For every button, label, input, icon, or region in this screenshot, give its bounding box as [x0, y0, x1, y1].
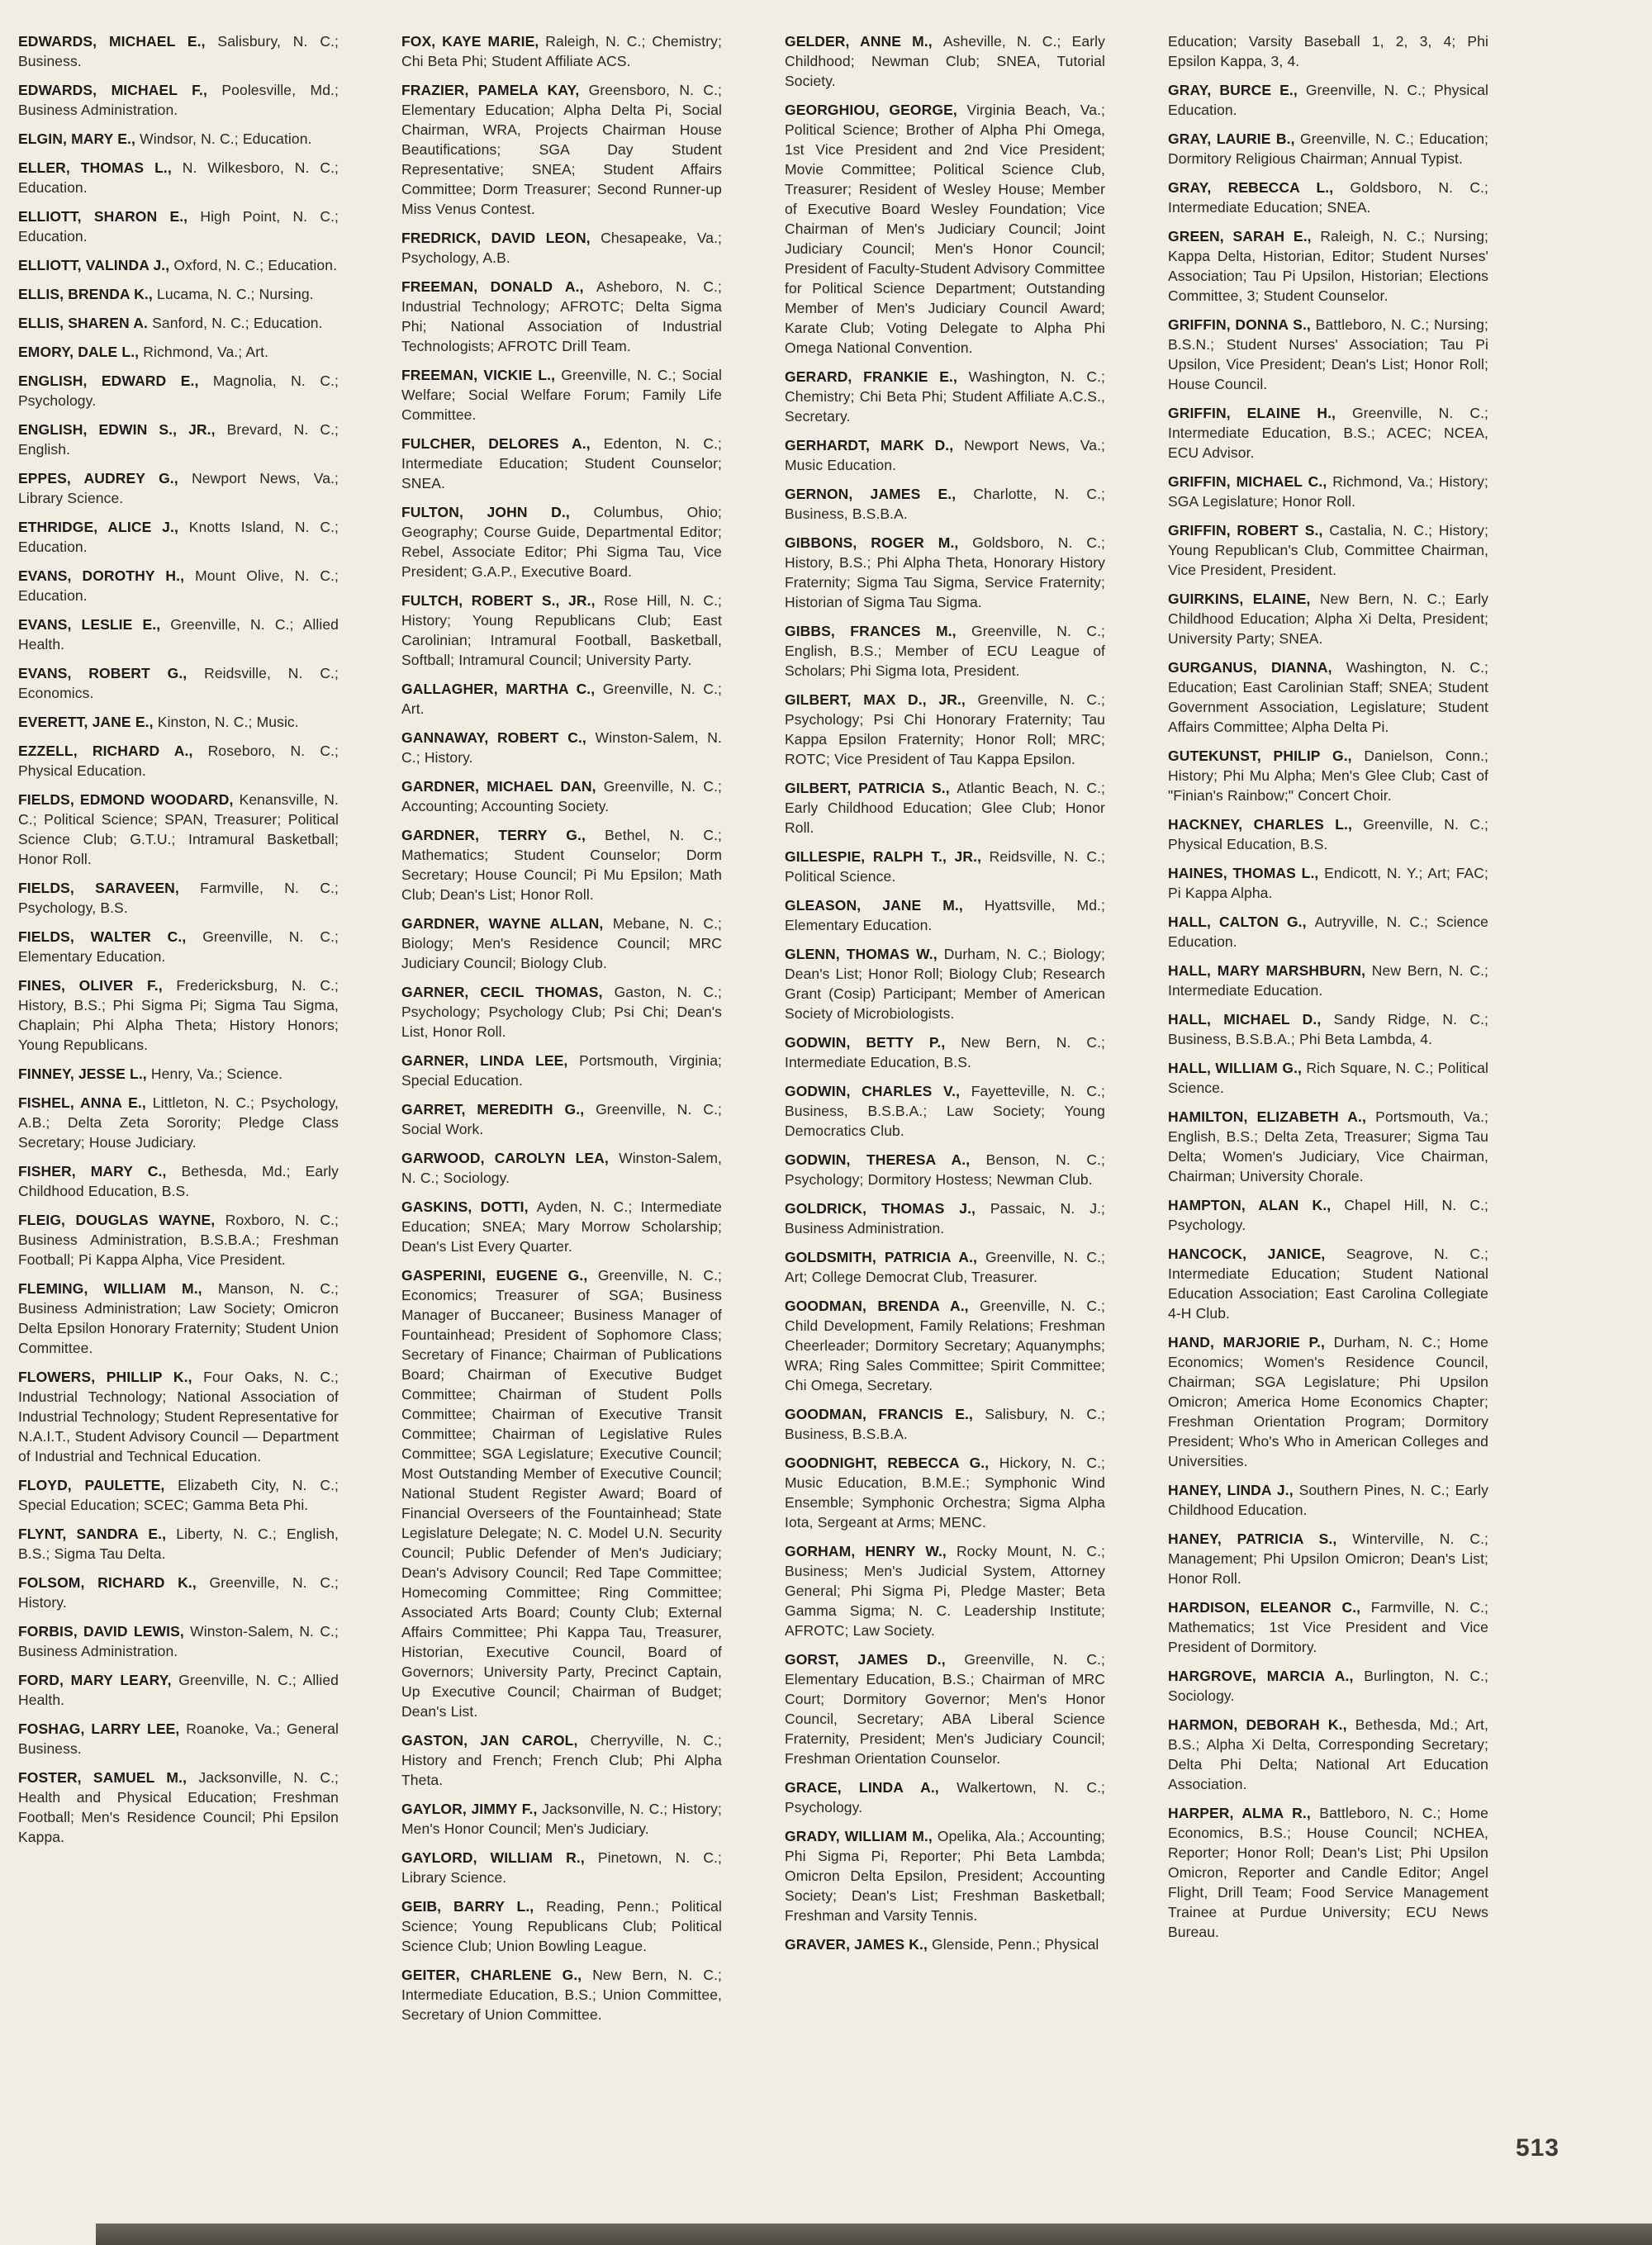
directory-entry: ENGLISH, EDWIN S., JR., Brevard, N. C.; English.: [18, 421, 339, 458]
directory-entry: GANNAWAY, ROBERT C., Winston-Salem, N. C.; History.: [401, 729, 722, 766]
directory-entry: ELLER, THOMAS L., N. Wilkesboro, N. C.; Education.: [18, 159, 339, 196]
directory-entry: GOODMAN, FRANCIS E., Salisbury, N. C.; Business, B.S.B.A.: [785, 1406, 1105, 1442]
directory-entry: HACKNEY, CHARLES L., Greenville, N. C.; Physical Education, B.S.: [1168, 816, 1488, 852]
directory-entry: GEIB, BARRY L., Reading, Penn.; Political Science; Young Republicans Club; Political Science Club; Union Bowling League.: [401, 1898, 722, 1954]
directory-entry: GARDNER, WAYNE ALLAN, Mebane, N. C.; Biology; Men's Residence Council; MRC Judiciary Council; Biology Club.: [401, 915, 722, 971]
entry-name: HARDISON, ELEANOR C.,: [1168, 1599, 1371, 1616]
entry-name: GRAVER, JAMES K.,: [785, 1936, 933, 1953]
entry-name: ETHRIDGE, ALICE J.,: [18, 519, 189, 535]
directory-entry: FIELDS, WALTER C., Greenville, N. C.; Elementary Education.: [18, 928, 339, 965]
directory-entry: HAMPTON, ALAN K., Chapel Hill, N. C.; Psychology.: [1168, 1197, 1488, 1233]
directory-entry: GURGANUS, DIANNA, Washington, N. C.; Education; East Carolinian Staff; SNEA; Student Government Association, Legislature; Student Affairs Committee; Alpha Delta Pi.: [1168, 659, 1488, 735]
directory-entry: HAND, MARJORIE P., Durham, N. C.; Home Economics; Women's Residence Council, Chairman; SGA Legislature; Phi Upsilon Omicron; America Home Economics Chapter; Freshman Orientation Program; Dormitory President; Who's Who in American Colleges and Universities.: [1168, 1334, 1488, 1469]
directory-entry: GOODNIGHT, REBECCA G., Hickory, N. C.; Music Education, B.M.E.; Symphonic Wind Ensemble; Symphonic Orchestra; Sigma Alpha Iota, Sergeant at Arms; MENC.: [785, 1455, 1105, 1531]
directory-entry: GRAVER, JAMES K., Glenside, Penn.; Physical: [785, 1936, 1099, 1953]
entry-name: GARWOOD, CAROLYN LEA,: [401, 1150, 620, 1166]
entry-name: GASKINS, DOTTI,: [401, 1198, 537, 1215]
entry-name: GLENN, THOMAS W.,: [785, 946, 944, 962]
directory-entry: GASPERINI, EUGENE G., Greenville, N. C.; Economics; Treasurer of SGA; Business Manager of Buccaneer; Business Manager of Fountainhead; President of Sophomore Class; Secretary of Finance; Chairman of Publications Board; Chairman of Executive Budget Committee; Chairman of Student Polls Committee; Chairman of Executive Transit Committee; Chairman of Legislative Rules Committee; SGA Legislature; Executive Council; Most Outstanding Member of Executive Council; National Student Register Award; Board of Financial Overseers of the Fountainhead; State Legislature Delegate; N. C. Model U.N. Security Council; Public Defender of Men's Judiciary; Dean's Advisory Council; Red Tape Committee; Homecoming Committee; Ring Committee; Associated Arts Board; County Club; External Affairs Committee; Phi Kappa Tau, Treasurer, Historian, Executive Council, Board of Governors; University Party, Precinct Captain, Up Executive Council; Chairman of Budget; Dean's List.: [401, 1267, 722, 1720]
entry-name: GAYLOR, JIMMY F.,: [401, 1801, 543, 1817]
entry-name: ELLIOTT, VALINDA J.,: [18, 257, 174, 273]
directory-entry: GRIFFIN, ELAINE H., Greenville, N. C.; Intermediate Education, B.S.; ACEC; NCEA, ECU Advisor.: [1168, 405, 1488, 461]
directory-entry: GRIFFIN, MICHAEL C., Richmond, Va.; History; SGA Legislature; Honor Roll.: [1168, 473, 1488, 510]
entry-name: GUIRKINS, ELAINE,: [1168, 591, 1320, 607]
directory-entry: GARNER, CECIL THOMAS, Gaston, N. C.; Psychology; Psychology Club; Psi Chi; Dean's List, Honor Roll.: [401, 984, 722, 1040]
entry-name: HANEY, PATRICIA S.,: [1168, 1531, 1353, 1547]
entry-name: GASTON, JAN CAROL,: [401, 1732, 591, 1749]
directory-entry: HANEY, LINDA J., Southern Pines, N. C.; Early Childhood Education.: [1168, 1482, 1488, 1518]
directory-entry: EMORY, DALE L., Richmond, Va.; Art.: [18, 344, 269, 360]
entry-name: FINES, OLIVER F.,: [18, 977, 177, 994]
entry-name: EDWARDS, MICHAEL F.,: [18, 82, 222, 98]
directory-entry: EVANS, DOROTHY H., Mount Olive, N. C.; Education.: [18, 567, 339, 604]
entry-name: FIELDS, EDMOND WOODARD,: [18, 791, 240, 808]
directory-entry: HARDISON, ELEANOR C., Farmville, N. C.; Mathematics; 1st Vice President and Vice President of Dormitory.: [1168, 1599, 1488, 1655]
directory-entry: GUIRKINS, ELAINE, New Bern, N. C.; Early Childhood Education; Alpha Xi Delta, President; University Party; SNEA.: [1168, 591, 1488, 647]
entry-name: GARNER, CECIL THOMAS,: [401, 984, 615, 1000]
entry-name: GANNAWAY, ROBERT C.,: [401, 729, 596, 746]
entry-name: HAMPTON, ALAN K.,: [1168, 1197, 1345, 1213]
entry-name: GRACE, LINDA A.,: [785, 1779, 957, 1796]
entry-name: GIBBONS, ROGER M.,: [785, 534, 973, 551]
directory-entry: EPPES, AUDREY G., Newport News, Va.; Library Science.: [18, 470, 339, 506]
directory-entry: ELLIS, SHAREN A. Sanford, N. C.; Education.: [18, 315, 323, 331]
directory-entry: GIBBONS, ROGER M., Goldsboro, N. C.; History, B.S.; Phi Alpha Theta, Honorary History Fraternity; Sigma Tau Sigma, Service Fraternity; Historian of Sigma Tau Sigma.: [785, 534, 1105, 610]
entry-name: GODWIN, CHARLES V.,: [785, 1083, 971, 1099]
entry-name: GOODMAN, BRENDA A.,: [785, 1298, 980, 1314]
directory-entry: FOX, KAYE MARIE, Raleigh, N. C.; Chemistry; Chi Beta Phi; Student Affiliate ACS.: [401, 33, 722, 69]
directory-entry: HAMILTON, ELIZABETH A., Portsmouth, Va.; English, B.S.; Delta Zeta, Treasurer; Sigma Tau Delta; Women's Judiciary, Vice Chairman, Chairman; University Chorale.: [1168, 1108, 1488, 1184]
entry-name: GARDNER, TERRY G.,: [401, 827, 605, 843]
entry-name: HALL, MICHAEL D.,: [1168, 1011, 1334, 1028]
entry-name: GEIB, BARRY L.,: [401, 1898, 547, 1915]
directory-entry: FINNEY, JESSE L., Henry, Va.; Science.: [18, 1066, 283, 1082]
entry-name: HALL, MARY MARSHBURN,: [1168, 962, 1372, 979]
directory-column-4: [1168, 31, 1488, 2034]
directory-entry: GRAY, REBECCA L., Goldsboro, N. C.; Intermediate Education; SNEA.: [1168, 179, 1488, 216]
entry-name: EVANS, ROBERT G.,: [18, 665, 205, 681]
directory-entry: GARDNER, MICHAEL DAN, Greenville, N. C.; Accounting; Accounting Society.: [401, 778, 722, 814]
entry-name: GALLAGHER, MARTHA C.,: [401, 681, 603, 697]
entry-name: GARDNER, WAYNE ALLAN,: [401, 915, 613, 932]
entry-name: FOSHAG, LARRY LEE,: [18, 1721, 187, 1737]
entry-name: GRIFFIN, DONNA S.,: [1168, 316, 1316, 333]
page-number: 513: [1515, 2134, 1559, 2162]
entry-name: GERARD, FRANKIE E.,: [785, 368, 969, 385]
directory-entry: HALL, MICHAEL D., Sandy Ridge, N. C.; Business, B.S.B.A.; Phi Beta Lambda, 4.: [1168, 1011, 1489, 1047]
entry-name: HAMILTON, ELIZABETH A.,: [1168, 1108, 1376, 1125]
directory-entry: GASTON, JAN CAROL, Cherryville, N. C.; History and French; French Club; Phi Alpha Theta.: [401, 1732, 722, 1788]
entry-name: GOLDRICK, THOMAS J.,: [785, 1200, 990, 1217]
entry-name: GILBERT, PATRICIA S.,: [785, 780, 957, 796]
entry-name: FOX, KAYE MARIE,: [401, 33, 546, 50]
entry-name: GELDER, ANNE M.,: [785, 33, 943, 50]
directory-entry: GASKINS, DOTTI, Ayden, N. C.; Intermediate Education; SNEA; Mary Morrow Scholarship; Dean's List Every Quarter.: [401, 1198, 722, 1255]
entry-name: FORBIS, DAVID LEWIS,: [18, 1623, 191, 1640]
entry-name: FISHER, MARY C.,: [18, 1163, 182, 1179]
entry-name: FISHEL, ANNA E.,: [18, 1094, 153, 1111]
directory-entry: FORD, MARY LEARY, Greenville, N. C.; Allied Health.: [18, 1672, 339, 1708]
directory-entry: EVANS, ROBERT G., Reidsville, N. C.; Economics.: [18, 665, 339, 701]
entry-name: FLYNT, SANDRA E.,: [18, 1526, 177, 1542]
entry-name: EVERETT, JANE E.,: [18, 714, 158, 730]
scan-edge: [96, 2224, 1652, 2245]
directory-entry: GRACE, LINDA A., Walkertown, N. C.; Psychology.: [785, 1779, 1105, 1815]
directory-entry: FLOWERS, PHILLIP K., Four Oaks, N. C.; Industrial Technology; National Association of Industrial Technology; Student Representative for N.A.I.T., Student Advisory Council — Department of Industrial and Technical Education.: [18, 1369, 339, 1464]
directory-entry: EZZELL, RICHARD A., Roseboro, N. C.; Physical Education.: [18, 743, 339, 779]
directory-entry: GIBBS, FRANCES M., Greenville, N. C.; English, B.S.; Member of ECU League of Scholars; Phi Sigma Iota, President.: [785, 623, 1105, 679]
directory-entry: GORHAM, HENRY W., Rocky Mount, N. C.; Business; Men's Judicial System, Attorney General; Phi Sigma Pi, Pledge Master; Beta Gamma Sigma; N. C. Leadership Institute; AFROTC; Law Society.: [785, 1543, 1105, 1639]
entry-name: GRAY, LAURIE B.,: [1168, 131, 1300, 147]
directory-entry: ETHRIDGE, ALICE J., Knotts Island, N. C.; Education.: [18, 519, 339, 555]
directory-entry: EDWARDS, MICHAEL E., Salisbury, N. C.; Business.: [18, 33, 339, 69]
entry-name: FLEMING, WILLIAM M.,: [18, 1280, 218, 1297]
entry-name: GILBERT, MAX D., JR.,: [785, 691, 978, 708]
directory-entry: GERHARDT, MARK D., Newport News, Va.; Music Education.: [785, 437, 1106, 473]
directory-entry: HALL, WILLIAM G., Rich Square, N. C.; Political Science.: [1168, 1060, 1488, 1096]
entry-name: HALL, WILLIAM G.,: [1168, 1060, 1307, 1076]
directory-entry: FLEIG, DOUGLAS WAYNE, Roxboro, N. C.; Business Administration, B.S.B.A.; Freshman Football; Pi Kappa Alpha, Vice President.: [18, 1212, 339, 1268]
directory-entry: HAINES, THOMAS L., Endicott, N. Y.; Art; FAC; Pi Kappa Alpha.: [1168, 865, 1488, 901]
directory-entry: GRAY, LAURIE B., Greenville, N. C.; Education; Dormitory Religious Chairman; Annual Typist.: [1168, 131, 1488, 167]
directory-entry: GARNER, LINDA LEE, Portsmouth, Virginia; Special Education.: [401, 1052, 722, 1089]
directory-entry: FIELDS, EDMOND WOODARD, Kenansville, N. C.; Political Science; SPAN, Treasurer; Political Science Club; G.T.U.; Intramural Basketball; Honor Roll.: [18, 791, 339, 867]
entry-name: GORHAM, HENRY W.,: [785, 1543, 957, 1559]
entry-name: GASPERINI, EUGENE G.,: [401, 1267, 598, 1284]
entry-name: GODWIN, BETTY P.,: [785, 1034, 961, 1051]
directory-entry: GILBERT, PATRICIA S., Atlantic Beach, N. C.; Early Childhood Education; Glee Club; Honor Roll.: [785, 780, 1105, 836]
directory-entry: GILBERT, MAX D., JR., Greenville, N. C.; Psychology; Psi Chi Honorary Fraternity; Tau Kappa Epsilon Fraternity; Honor Roll; MRC; ROTC; Vice President of Tau Kappa Epsilon.: [785, 691, 1105, 767]
directory-entry: FOSTER, SAMUEL M., Jacksonville, N. C.; Health and Physical Education; Freshman Football; Men's Residence Council; Phi Epsilon Kappa.: [18, 1769, 339, 1845]
directory-entry: GOLDRICK, THOMAS J., Passaic, N. J.; Business Administration.: [785, 1200, 1105, 1236]
directory-entry: EVERETT, JANE E., Kinston, N. C.; Music.: [18, 714, 299, 730]
entry-name: FORD, MARY LEARY,: [18, 1672, 179, 1688]
directory-entry: GRADY, WILLIAM M., Opelika, Ala.; Accounting; Phi Sigma Pi, Reporter; Phi Beta Lambda; Omicron Delta Epsilon, President; Accounting Society; Dean's List; Freshman Basketball; Freshman and Varsity Tennis.: [785, 1828, 1105, 1924]
directory-entry: GOODMAN, BRENDA A., Greenville, N. C.; Child Development, Family Relations; Freshman Cheerleader; Dormitory Secretary; Aquanymphs; WRA; Ring Sales Committee; Spirit Committee; Chi Omega, Secretary.: [785, 1298, 1105, 1393]
entry-name: EVANS, LESLIE E.,: [18, 616, 171, 633]
directory-entry: HALL, MARY MARSHBURN, New Bern, N. C.; Intermediate Education.: [1168, 962, 1488, 999]
directory-entry: FLYNT, SANDRA E., Liberty, N. C.; English, B.S.; Sigma Tau Delta.: [18, 1526, 339, 1562]
entry-name: GUTEKUNST, PHILIP G.,: [1168, 748, 1365, 764]
directory-entry: FINES, OLIVER F., Fredericksburg, N. C.; History, B.S.; Phi Sigma Pi; Sigma Tau Sigma, Chaplain; Phi Alpha Theta; History Honors; Young Republicans.: [18, 977, 339, 1053]
directory-entry: GEORGHIOU, GEORGE, Virginia Beach, Va.; Political Science; Brother of Alpha Phi Omega, 1st Vice President and 2nd Vice President; Movie Committee; Political Science Club, Treasurer; Resident of Wesley House; Member of Executive Board Wesley Foundation; Vice Chairman of Men's Judiciary Council; Joint Judiciary Council; Men's Honor Council; President of Faculty-Student Advisory Committee for Political Science Department; Outstanding Member of Men's Judiciary Council Award; Karate Club; Voting Delegate to Alpha Phi Omega National Convention.: [785, 102, 1106, 356]
entry-name: EDWARDS, MICHAEL E.,: [18, 33, 218, 50]
directory-entry: FORBIS, DAVID LEWIS, Winston-Salem, N. C.; Business Administration.: [18, 1623, 339, 1659]
entry-name: FLOWERS, PHILLIP K.,: [18, 1369, 204, 1385]
directory-entry: GRIFFIN, DONNA S., Battleboro, N. C.; Nursing; B.S.N.; Student Nurses' Association; Tau Pi Upsilon, Vice President; Dean's List; Honor Roll; House Council.: [1168, 316, 1488, 392]
directory-columns: [18, 31, 1488, 2034]
directory-entry: FLOYD, PAULETTE, Elizabeth City, N. C.; Special Education; SCEC; Gamma Beta Phi.: [18, 1477, 339, 1513]
entry-name: GRAY, BURCE E.,: [1168, 82, 1306, 98]
directory-entry: HARGROVE, MARCIA A., Burlington, N. C.; Sociology.: [1168, 1668, 1489, 1704]
entry-name: HANCOCK, JANICE,: [1168, 1246, 1346, 1262]
directory-entry: HARPER, ALMA R., Battleboro, N. C.; Home Economics, B.S.; House Council; NCHEA, Reporter; Honor Roll; Dean's List; Phi Upsilon Omicron, Reporter and Candle Editor; Angel Flight, Drill Team; Food Service Management Trainee at Purdue University; ECU News Bureau.: [1168, 1805, 1488, 1940]
directory-entry: FRAZIER, PAMELA KAY, Greensboro, N. C.; Elementary Education; Alpha Delta Pi, Social Chairman, WRA, Projects Chairman House Beautifications; SGA Day Student Representative; SNEA; Student Affairs Committee; Dorm Treasurer; Second Runner-up Miss Venus Contest.: [401, 82, 723, 217]
entry-name: GORST, JAMES D.,: [785, 1651, 965, 1668]
directory-entry: FISHER, MARY C., Bethesda, Md.; Early Childhood Education, B.S.: [18, 1163, 339, 1199]
entry-name: GRIFFIN, MICHAEL C.,: [1168, 473, 1333, 490]
entry-name: EMORY, DALE L.,: [18, 344, 144, 360]
directory-entry: GEITER, CHARLENE G., New Bern, N. C.; Intermediate Education, B.S.; Union Committee, Secretary of Union Committee.: [401, 1967, 722, 2023]
entry-name: EZZELL, RICHARD A.,: [18, 743, 208, 759]
entry-name: ELGIN, MARY E.,: [18, 131, 140, 147]
entry-name: FREEMAN, VICKIE L.,: [401, 367, 562, 383]
directory-column-2: [401, 31, 722, 2034]
entry-name: HARGROVE, MARCIA A.,: [1168, 1668, 1365, 1684]
directory-entry: GODWIN, CHARLES V., Fayetteville, N. C.; Business, B.S.B.A.; Law Society; Young Democratics Club.: [785, 1083, 1105, 1139]
directory-entry: FISHEL, ANNA E., Littleton, N. C.; Psychology, A.B.; Delta Zeta Sorority; Pledge Class Secretary; House Judiciary.: [18, 1094, 339, 1151]
entry-name: HAND, MARJORIE P.,: [1168, 1334, 1334, 1350]
directory-entry: GRIFFIN, ROBERT S., Castalia, N. C.; History; Young Republican's Club, Committee Chairman, Vice President, President.: [1168, 522, 1488, 578]
entry-name: ENGLISH, EDWARD E.,: [18, 373, 213, 389]
directory-entry: GARWOOD, CAROLYN LEA, Winston-Salem, N. C.; Sociology.: [401, 1150, 722, 1186]
entry-name: HAINES, THOMAS L.,: [1168, 865, 1325, 881]
entry-name: GARDNER, MICHAEL DAN,: [401, 778, 604, 795]
directory-entry: ELGIN, MARY E., Windsor, N. C.; Education.: [18, 131, 312, 147]
entry-name: GOODMAN, FRANCIS E.,: [785, 1406, 985, 1422]
directory-entry: FOSHAG, LARRY LEE, Roanoke, Va.; General Business.: [18, 1721, 339, 1757]
entry-name: GRIFFIN, ELAINE H.,: [1168, 405, 1352, 421]
entry-name: FULTON, JOHN D.,: [401, 504, 594, 520]
directory-entry: HANEY, PATRICIA S., Winterville, N. C.; Management; Phi Upsilon Omicron; Dean's List; Honor Roll.: [1168, 1531, 1488, 1587]
directory-entry: GARRET, MEREDITH G., Greenville, N. C.; Social Work.: [401, 1101, 722, 1137]
directory-entry: GAYLORD, WILLIAM R., Pinetown, N. C.; Library Science.: [401, 1849, 722, 1886]
entry-name: GERNON, JAMES E.,: [785, 486, 974, 502]
directory-entry: HANCOCK, JANICE, Seagrove, N. C.; Intermediate Education; Student National Education Association; East Carolina Collegiate 4-H Club.: [1168, 1246, 1488, 1322]
entry-name: ELLER, THOMAS L.,: [18, 159, 183, 176]
entry-name: FIELDS, WALTER C.,: [18, 928, 203, 945]
directory-entry: ELLIOTT, SHARON E., High Point, N. C.; Education.: [18, 208, 339, 244]
entry-name: FOSTER, SAMUEL M.,: [18, 1769, 199, 1786]
entry-name: GILLESPIE, RALPH T., JR.,: [785, 848, 990, 865]
directory-entry: GRAY, BURCE E., Greenville, N. C.; Physical Education.: [1168, 82, 1488, 118]
entry-name: HARPER, ALMA R.,: [1168, 1805, 1320, 1821]
entry-name: GERHARDT, MARK D.,: [785, 437, 965, 453]
entry-name: GEITER, CHARLENE G.,: [401, 1967, 593, 1983]
entry-name: FLOYD, PAULETTE,: [18, 1477, 178, 1493]
directory-entry: FOLSOM, RICHARD K., Greenville, N. C.; History.: [18, 1574, 339, 1611]
directory-entry: FULTCH, ROBERT S., JR., Rose Hill, N. C.; History; Young Republicans Club; East Carolinian; Intramural Football, Basketball, Softball; Intramural Council; University Party.: [401, 592, 722, 668]
entry-name: ELLIS, BRENDA K.,: [18, 286, 158, 302]
entry-name: FULCHER, DELORES A.,: [401, 435, 604, 452]
entry-name: FRAZIER, PAMELA KAY,: [401, 82, 589, 98]
entry-name: FINNEY, JESSE L.,: [18, 1066, 151, 1082]
directory-entry: FULTON, JOHN D., Columbus, Ohio; Geography; Course Guide, Departmental Editor; Rebel, Associate Editor; Phi Sigma Tau, Vice President; G.A.P., Executive Board.: [401, 504, 722, 580]
entry-name: GOLDSMITH, PATRICIA A.,: [785, 1249, 985, 1265]
entry-name: GLEASON, JANE M.,: [785, 897, 985, 914]
directory-entry: GILLESPIE, RALPH T., JR., Reidsville, N. C.; Political Science.: [785, 848, 1105, 885]
entry-name: FULTCH, ROBERT S., JR.,: [401, 592, 605, 609]
directory-entry: GERNON, JAMES E., Charlotte, N. C.; Business, B.S.B.A.: [785, 486, 1105, 522]
directory-entry: GARDNER, TERRY G., Bethel, N. C.; Mathematics; Student Counselor; Dorm Secretary; House Council; Pi Mu Epsilon; Math Club; Dean's List; Honor Roll.: [401, 827, 722, 903]
directory-entry: GREEN, SARAH E., Raleigh, N. C.; Nursing; Kappa Delta, Historian, Editor; Student Nurses' Association; Tau Pi Upsilon, Historian; Elections Committee, 3; Student Counselor.: [1168, 228, 1488, 304]
directory-entry: HALL, CALTON G., Autryville, N. C.; Science Education.: [1168, 914, 1489, 950]
directory-entry: ELLIOTT, VALINDA J., Oxford, N. C.; Education.: [18, 257, 338, 273]
directory-entry: ENGLISH, EDWARD E., Magnolia, N. C.; Psychology.: [18, 373, 339, 409]
directory-entry: EVANS, LESLIE E., Greenville, N. C.; Allied Health.: [18, 616, 339, 653]
entry-name: HALL, CALTON G.,: [1168, 914, 1315, 930]
directory-column-1: [18, 31, 339, 2034]
directory-entry: GALLAGHER, MARTHA C., Greenville, N. C.; Art.: [401, 681, 722, 717]
directory-entry: GODWIN, BETTY P., New Bern, N. C.; Intermediate Education, B.S.: [785, 1034, 1105, 1070]
directory-entry: GELDER, ANNE M., Asheville, N. C.; Early Childhood; Newman Club; SNEA, Tutorial Society.: [785, 33, 1105, 89]
entry-name: FOLSOM, RICHARD K.,: [18, 1574, 210, 1591]
entry-name: EPPES, AUDREY G.,: [18, 470, 192, 486]
entry-name: GREEN, SARAH E.,: [1168, 228, 1321, 244]
entry-name: GRAY, REBECCA L.,: [1168, 179, 1351, 196]
entry-name: ENGLISH, EDWIN S., JR.,: [18, 421, 227, 438]
directory-entry: ELLIS, BRENDA K., Lucama, N. C.; Nursing.: [18, 286, 314, 302]
entry-name: GIBBS, FRANCES M.,: [785, 623, 972, 639]
directory-entry: GERARD, FRANKIE E., Washington, N. C.; Chemistry; Chi Beta Phi; Student Affiliate A.C.S., Secretary.: [785, 368, 1105, 425]
entry-name: ELLIOTT, SHARON E.,: [18, 208, 201, 225]
directory-entry: GORST, JAMES D., Greenville, N. C.; Elementary Education, B.S.; Chairman of MRC Court; Dormitory Governor; Men's Honor Council, Secretary; ABA Liberal Science Fraternity, President; Men's Judiciary Council; Freshman Orientation Counselor.: [785, 1651, 1105, 1767]
directory-entry: GUTEKUNST, PHILIP G., Danielson, Conn.; History; Phi Mu Alpha; Men's Glee Club; Cast of "Finian's Rainbow;" Concert Choir.: [1168, 748, 1488, 804]
entry-name: GARRET, MEREDITH G.,: [401, 1101, 596, 1118]
directory-entry: HARMON, DEBORAH K., Bethesda, Md.; Art, B.S.; Alpha Xi Delta, Corresponding Secretary; Delta Phi Delta; National Art Education Association.: [1168, 1716, 1488, 1792]
entry-name: FREEMAN, DONALD A.,: [401, 278, 597, 295]
directory-entry: FLEMING, WILLIAM M., Manson, N. C.; Business Administration; Law Society; Omicron Delta Epsilon Honorary Fraternity; Student Union Committee.: [18, 1280, 339, 1356]
entry-name: GRADY, WILLIAM M.,: [785, 1828, 938, 1844]
entry-name: GRIFFIN, ROBERT S.,: [1168, 522, 1330, 539]
entry-name: FLEIG, DOUGLAS WAYNE,: [18, 1212, 225, 1228]
directory-entry: FREEMAN, DONALD A., Asheboro, N. C.; Industrial Technology; AFROTC; Delta Sigma Phi; National Association of Industrial Technologists; AFROTC Drill Team.: [401, 278, 722, 354]
entry-name: EVANS, DOROTHY H.,: [18, 567, 196, 584]
entry-name: HARMON, DEBORAH K.,: [1168, 1716, 1355, 1733]
directory-column-3: [785, 31, 1105, 2034]
directory-entry: FIELDS, SARAVEEN, Farmville, N. C.; Psychology, B.S.: [18, 880, 339, 916]
directory-entry: FREDRICK, DAVID LEON, Chesapeake, Va.; Psychology, A.B.: [401, 230, 722, 266]
entry-name: HACKNEY, CHARLES L.,: [1168, 816, 1364, 833]
entry-name: HANEY, LINDA J.,: [1168, 1482, 1299, 1498]
directory-entry: EDWARDS, MICHAEL F., Poolesville, Md.; Business Administration.: [18, 82, 339, 118]
directory-entry: GOLDSMITH, PATRICIA A., Greenville, N. C.; Art; College Democrat Club, Treasurer.: [785, 1249, 1105, 1285]
entry-name: FREDRICK, DAVID LEON,: [401, 230, 601, 246]
directory-entry: Education; Varsity Baseball 1, 2, 3, 4; Phi Epsilon Kappa, 3, 4.: [1168, 33, 1488, 69]
entry-name: GEORGHIOU, GEORGE,: [785, 102, 967, 118]
directory-entry: FULCHER, DELORES A., Edenton, N. C.; Intermediate Education; Student Counselor; SNEA.: [401, 435, 723, 491]
entry-name: GOODNIGHT, REBECCA G.,: [785, 1455, 999, 1471]
entry-name: ELLIS, SHAREN A.: [18, 315, 153, 331]
entry-name: FIELDS, SARAVEEN,: [18, 880, 201, 896]
directory-entry: GLENN, THOMAS W., Durham, N. C.; Biology; Dean's List; Honor Roll; Biology Club; Research Grant (Cosip) Participant; Member of American Society of Microbiologists.: [785, 946, 1105, 1022]
entry-name: GURGANUS, DIANNA,: [1168, 659, 1346, 676]
entry-name: GODWIN, THERESA A.,: [785, 1151, 986, 1168]
entry-name: GAYLORD, WILLIAM R.,: [401, 1849, 598, 1866]
directory-entry: GAYLOR, JIMMY F., Jacksonville, N. C.; History; Men's Honor Council; Men's Judiciary.: [401, 1801, 722, 1837]
directory-entry: FREEMAN, VICKIE L., Greenville, N. C.; Social Welfare; Social Welfare Forum; Family Life Committee.: [401, 367, 722, 423]
directory-entry: GLEASON, JANE M., Hyattsville, Md.; Elementary Education.: [785, 897, 1105, 933]
directory-entry: GODWIN, THERESA A., Benson, N. C.; Psychology; Dormitory Hostess; Newman Club.: [785, 1151, 1105, 1188]
entry-name: GARNER, LINDA LEE,: [401, 1052, 580, 1069]
